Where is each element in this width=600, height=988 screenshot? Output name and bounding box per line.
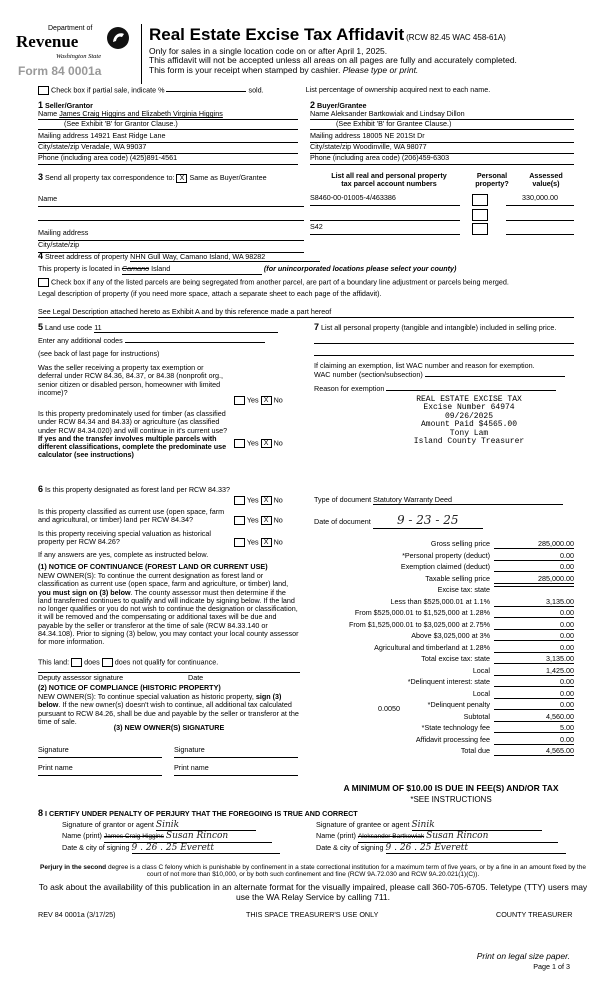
no-label: No: [273, 395, 283, 405]
stamp-line: Island County Treasurer: [413, 436, 525, 446]
tax-row-label: Local: [472, 665, 490, 675]
grantee-name-printed: Aleksander Bartkowiak: [357, 833, 425, 841]
yes-label: Yes: [246, 438, 259, 448]
yes-checkbox[interactable]: [234, 538, 245, 547]
street-section: [38, 251, 574, 318]
tax-row-label: Subtotal: [463, 711, 490, 721]
this-land-label: This land:: [38, 657, 70, 667]
tax-row-value[interactable]: 0.00: [494, 736, 574, 745]
tax-row-value[interactable]: 0.00: [494, 644, 574, 653]
street-label: Street address of property: [45, 252, 129, 261]
tax-row: [316, 621, 574, 632]
buyer-city-value: Woodinville, WA 98077: [353, 142, 427, 152]
seller-mailing-label: Mailing address: [38, 131, 89, 141]
grantor-name-label: Name (print): [62, 831, 102, 841]
assessed-heading-2: value(s): [532, 179, 560, 189]
yes-checkbox[interactable]: [234, 439, 245, 448]
treasurer-use-only: THIS SPACE TREASURER'S USE ONLY: [246, 910, 379, 919]
grantor-date-label: Date & city of signing: [62, 842, 130, 852]
tax-row: [316, 644, 574, 655]
yes-label: Yes: [246, 495, 259, 505]
timber-question-text: Is this property predominately used for timber (as classified under RCW 84.34 and 84.33) or agriculture (as classified under RCW 84.34.020) and will continue in it's current use?: [38, 409, 228, 435]
tax-row: [316, 713, 574, 724]
personal-property-line-2[interactable]: [314, 344, 574, 356]
personal-property-checkbox[interactable]: [472, 209, 488, 221]
location-note: (for unincorporated locations please select your county): [263, 264, 457, 274]
print-name-label: Print name: [174, 763, 209, 772]
section-6-number: 6: [38, 484, 44, 494]
tax-row-label: Gross selling price: [430, 539, 490, 548]
legal-description-label: Legal description of property (if you need more space, attach a separate sheet to each page of the affidavit).: [38, 288, 382, 298]
tax-row-label: *Delinquent penalty: [427, 700, 490, 709]
tax-row-value[interactable]: 0.00: [494, 690, 574, 699]
revenue-logo-icon: [105, 25, 131, 51]
tax-row-label: From $1,525,000.01 to $3,025,000 at 2.75%: [348, 619, 490, 629]
see-back-note: (see back of last page for instructions): [38, 348, 160, 358]
location-field[interactable]: [122, 265, 262, 274]
exemption-label: If claiming an exemption, list WAC number and reason for exemption.: [314, 361, 535, 371]
tax-row: [316, 701, 574, 712]
buyer-mailing-label: Mailing address: [310, 131, 361, 141]
new-owner-signature-title: (3) NEW OWNER(S) SIGNATURE: [113, 723, 225, 732]
personal-property-line-1[interactable]: [314, 334, 574, 344]
correspondence-section: [38, 172, 304, 253]
buyer-city-label: City/state/zip: [310, 142, 352, 152]
assessed-value[interactable]: [506, 223, 574, 235]
department-logo: [14, 25, 134, 85]
if-any-yes: If any answers are yes, complete as instructed below.: [38, 550, 209, 559]
tax-row-value[interactable]: 1,425.00: [494, 667, 574, 676]
tax-row-value[interactable]: 5.00: [494, 724, 574, 733]
notice-compliance-text: [38, 693, 300, 726]
grantor-signature-label: Signature of grantor or agent: [62, 820, 154, 829]
parcel-number[interactable]: S8460-00-01005-4/463386: [310, 194, 460, 206]
correspondence-city-label: City/state/zip: [38, 239, 80, 249]
section-4-number: 4: [38, 251, 44, 261]
forest-question-text: Is this property designated as forest land per RCW 84.33?: [45, 485, 230, 494]
correspondence-name-line-2[interactable]: [38, 207, 304, 221]
tax-row-label: Local: [472, 688, 490, 698]
reason-field[interactable]: [386, 390, 556, 391]
minimum-due: A MINIMUM OF $10.00 IS DUE IN FEE(S) AND/OR TAX: [343, 783, 559, 793]
stamp-line: Excise Number 64974: [423, 403, 515, 413]
section-2-number: 2: [310, 100, 316, 110]
grantee-name-row: [316, 831, 586, 842]
seller-phone-field[interactable]: [38, 154, 298, 165]
partial-sale-label: Check box if partial sale, indicate %: [51, 85, 165, 95]
header-line-3-text: This form is your receipt when stamped by cashier.: [149, 65, 343, 76]
page-number: Page 1 of 3: [533, 962, 570, 971]
tax-row-label: Less than $525,000.01 at 1.1%: [390, 596, 490, 606]
buyer-name-label: Name: [310, 109, 330, 119]
tax-row-value[interactable]: 4,560.00: [494, 713, 574, 722]
yes-label: Yes: [246, 537, 259, 547]
section-8: [38, 808, 588, 853]
certify-text: I CERTIFY UNDER PENALTY OF PERJURY THAT THE FOREGOING IS TRUE AND CORRECT: [45, 809, 358, 818]
current-use-answer: [234, 516, 283, 525]
tax-row-label: *Delinquent interest: state: [407, 677, 490, 686]
seller-section: [38, 100, 298, 165]
deputy-date-label: Date: [188, 673, 204, 682]
partial-sold-label: sold.: [248, 85, 264, 95]
tax-row: [316, 609, 574, 620]
located-in-label: This property is located in: [38, 264, 120, 274]
print-name-label: Print name: [38, 763, 73, 772]
form-rcw: (RCW 82.45 WAC 458-61A): [406, 33, 506, 42]
notice-continuance-text-b: you must sign on (3) below: [38, 587, 131, 597]
forest-question: [38, 484, 230, 494]
tax-row-value[interactable]: 4,565.00: [494, 747, 574, 756]
yes-checkbox[interactable]: [234, 516, 245, 525]
tax-row-label: Total due: [460, 746, 490, 755]
dept-name: Revenue: [16, 32, 79, 51]
land-use-field[interactable]: 11: [94, 324, 278, 333]
timber-question: [38, 410, 230, 460]
seller-name-label: Name: [38, 109, 58, 119]
parcel-row: [310, 209, 574, 223]
grantee-date-label: Date & city of signing: [316, 842, 384, 852]
same-as-buyer-label: Same as Buyer/Grantee: [189, 173, 267, 182]
tax-row: [316, 736, 574, 747]
section-3-number: 3: [38, 172, 44, 182]
tax-row: [316, 598, 574, 609]
historic-answer: [234, 538, 283, 547]
tax-row: [316, 667, 574, 678]
personal-property-list-label: List all personal property (tangible and intangible) included in selling price.: [321, 323, 557, 332]
timber-question-bold: If yes and the transfer involves multiple parcels with different classifications, complete the predominate use calculator (see instructions): [38, 433, 227, 460]
no-label: No: [273, 495, 283, 505]
grantor-name-field[interactable]: [104, 831, 272, 842]
list-percentage-note: List percentage of ownership acquired next to each name.: [305, 85, 491, 95]
does-label: does: [84, 657, 100, 667]
assessed-heading-1: Assessed: [529, 171, 563, 180]
seller-name-2: (See Exhibit 'B' for Grantor Clause.): [38, 120, 298, 130]
wac-row: [314, 371, 574, 379]
notice-continuance-text-a: NEW OWNER(S): To continue the current designation as forest land or classification as current use (open space, farm and agriculture, or timber) land,: [38, 571, 289, 589]
partial-sale-checkbox[interactable]: [38, 86, 49, 95]
same-as-buyer-checkbox[interactable]: X: [176, 174, 187, 183]
parcels-heading-1: List all real and personal property: [331, 171, 447, 180]
tax-row: [316, 724, 574, 735]
exemption-answer: [234, 396, 283, 405]
reason-label: Reason for exemption: [314, 383, 385, 393]
seller-name-value: James Craig Higgins and Elizabeth Virginia Higgins: [59, 109, 223, 119]
seller-heading: Seller/Grantor: [45, 101, 93, 110]
notice-continuance-text: [38, 572, 300, 647]
personal-property-checkbox[interactable]: [472, 223, 488, 235]
land-use-label: Land use code: [45, 323, 93, 332]
parcel-row: [310, 223, 574, 237]
partial-sale-percent[interactable]: [166, 91, 246, 92]
document-type-label: Type of document: [314, 495, 372, 504]
grantee-name-handwritten: Susan Rincon: [426, 831, 489, 842]
notice-continuance-title: (1) NOTICE OF CONTINUANCE (FOREST LAND OR CURRENT USE): [38, 562, 268, 571]
grantee-signature-row: [316, 820, 586, 831]
stamp-line: Amount Paid $4565.00: [420, 420, 517, 430]
buyer-phone-label: Phone (including area code): [310, 153, 400, 163]
parcel-row: [310, 194, 574, 208]
signature-field-1[interactable]: [38, 746, 162, 758]
county-treasurer: COUNTY TREASURER: [496, 910, 573, 919]
tax-row-label: Total excise tax: state: [421, 654, 490, 663]
assessed-value[interactable]: [506, 209, 574, 221]
segregated-label: Check box if any of the listed parcels are being segregated from another parcel, are part of a boundary line adjustment or parcels being merged.: [51, 276, 509, 286]
parcels-heading: [314, 172, 464, 189]
tax-row: [316, 690, 574, 701]
no-checkbox[interactable]: X: [261, 439, 272, 448]
additional-codes-field[interactable]: [125, 342, 265, 343]
correspondence-name-label: Name: [38, 193, 58, 203]
tax-row: [316, 678, 574, 689]
stamp-line: Tony Lam: [449, 428, 489, 438]
notice-compliance-text-b: sign (3) below: [38, 692, 282, 710]
no-checkbox[interactable]: X: [261, 396, 272, 405]
seller-phone-label: Phone (including area code): [38, 153, 128, 163]
yes-checkbox[interactable]: [234, 396, 245, 405]
tax-row-value[interactable]: [494, 586, 574, 587]
location-strike: Camano: [121, 264, 150, 274]
additional-codes-label: Enter any additional codes: [38, 336, 123, 346]
tax-row-label: Agricultural and timberland at 1.28%: [374, 642, 490, 652]
parcel-number[interactable]: [310, 209, 460, 221]
buyer-name-2: (See Exhibit 'B' for Grantee Clause.): [310, 120, 574, 130]
legal-size-note: Print on legal size paper.: [476, 951, 570, 961]
signature-field-2[interactable]: [174, 746, 298, 758]
document-type-field[interactable]: Statutory Warranty Deed: [373, 496, 563, 505]
tax-row-value[interactable]: 0.00: [494, 678, 574, 687]
personal-property-checkbox[interactable]: [472, 194, 488, 206]
stamp-line: 09/26/2025: [444, 411, 493, 421]
grantor-date-row: [62, 843, 302, 854]
section-7: [314, 322, 574, 527]
tax-row: [316, 575, 574, 586]
forest-answer: [234, 496, 283, 505]
wac-label: WAC number (section/subsection): [314, 369, 423, 379]
certify-row: [38, 808, 588, 818]
location-value: Island: [151, 264, 171, 274]
grantee-date-row: [316, 843, 586, 854]
grantor-signature-block: [62, 820, 302, 854]
deputy-signature-label: Deputy assessor signature: [38, 673, 124, 682]
buyer-mailing-value: 18005 NE 201St Dr: [362, 131, 425, 141]
section-5-number: 5: [38, 322, 44, 332]
buyer-name-value: Aleksander Bartkowiak and Lindsay Dillon: [330, 109, 465, 119]
dept-line: Department of: [48, 25, 93, 32]
correspondence-label: Send all property tax correspondence to:: [45, 173, 175, 182]
grantee-date-field[interactable]: 9 . 26 . 25 Everett: [386, 843, 566, 854]
no-checkbox[interactable]: X: [261, 538, 272, 547]
tax-row-label: Above $3,025,000 at 3%: [411, 631, 490, 640]
does-checkbox[interactable]: [71, 658, 82, 667]
print-name-field-1[interactable]: [38, 764, 162, 776]
personal-heading-1: Personal: [476, 171, 508, 180]
buyer-section: [310, 100, 574, 165]
tax-row-label: From $525,000.01 to $1,525,000 at 1.28%: [354, 608, 490, 617]
signature-label: Signature: [174, 745, 205, 754]
segregated-row: [38, 278, 574, 287]
street-address-field[interactable]: NHN Gull Way, Camano Island, WA 98282: [130, 253, 320, 262]
header-line-1: Only for sales in a single location code on or after April 1, 2025.: [149, 45, 388, 56]
yes-checkbox[interactable]: [234, 496, 245, 505]
grantor-date-field[interactable]: 9 . 26 . 25 Everett: [132, 843, 280, 854]
perjury-notice: [38, 864, 588, 879]
deputy-signature-row: [38, 672, 300, 682]
header-divider: [141, 24, 142, 84]
document-date-row: [314, 514, 574, 529]
current-use-question: Is this property classified as current use (open space, farm and agricultural, or timber) land per RCW 84.34?: [38, 507, 225, 525]
legal-description-field[interactable]: See Legal Description attached hereto as Exhibit A and by this reference made a part hereof: [38, 308, 574, 318]
header-line-3-italic: Please type or print.: [342, 65, 419, 76]
segregated-checkbox[interactable]: [38, 278, 49, 287]
assessed-heading: [518, 172, 574, 189]
grantor-name-row: [62, 831, 302, 842]
tax-row-value[interactable]: 285,000.00: [494, 575, 574, 584]
tax-row-label: Excise tax: state: [437, 585, 490, 594]
grantor-name-printed: James Craig Higgins: [103, 833, 164, 841]
tax-row-value[interactable]: 0.00: [494, 632, 574, 641]
perjury-text: degree is a class C felony which is punishable by confinement in a state correctional institution for a maximum term of five years, or by a fine in an amount fixed by the court of not more than $10,000, or by both such confinement and fine (RCW 9A.72.030 and RCW 9A.20.021(1)(C)).: [106, 864, 586, 879]
tax-row-value[interactable]: 285,000.00: [494, 540, 574, 549]
tax-row: [316, 540, 574, 551]
does-not-checkbox[interactable]: [102, 658, 113, 667]
grantee-signature-field[interactable]: Sinik: [412, 820, 542, 831]
local-rate: 0.0050: [378, 704, 400, 713]
tax-row-value[interactable]: 0.00: [494, 621, 574, 630]
reason-row: [314, 385, 574, 393]
yes-label: Yes: [246, 395, 259, 405]
seller-phone-value: (425)891-4561: [129, 153, 178, 163]
state-name: Washington State: [56, 53, 102, 60]
form-title: Real Estate Excise Tax Affidavit: [149, 25, 405, 44]
personal-heading: [470, 172, 514, 189]
wac-field[interactable]: [425, 376, 565, 377]
notice-compliance-text-c: . If the new owner(s) doesn't wish to continue, all additional tax calculated pursuant to RCW 84.26, shall be due and payable by the seller or transferor at the time of sale.: [38, 700, 299, 726]
correspondence-mailing-label: Mailing address: [38, 227, 89, 237]
located-in-row: [38, 265, 574, 274]
correspondence-name-field[interactable]: [38, 195, 304, 207]
grantor-signature-row: [62, 820, 302, 831]
form-title-block: [149, 25, 589, 76]
treasurer-stamp: [374, 396, 564, 446]
parcel-number[interactable]: S42: [310, 223, 460, 235]
additional-codes-row: [38, 337, 300, 345]
seller-city-value: Veradale, WA 99037: [81, 142, 147, 152]
notice-continuance-text-c: . The county assessor must then determine if the land transferred continues to qualify and will indicate by signing below. If the land no longer qualifies or you do not wish to continue the designation or classification, it will be removed and the compensating or additional taxes will be due and payable by the seller or transferor at the time of sale (RCW 84.33.140 or 84.34.108). Prior to signing (3) below, you may contact your local county assessor for more information.: [38, 587, 299, 647]
parcels-heading-2: tax parcel account numbers: [341, 179, 437, 189]
tax-row: [316, 552, 574, 563]
section-5: [38, 322, 300, 460]
tax-row-label: Affidavit processing fee: [415, 734, 490, 744]
tax-row: [316, 655, 574, 666]
grantor-name-handwritten: Susan Rincon: [165, 831, 229, 842]
no-checkbox[interactable]: X: [261, 496, 272, 505]
grantee-signature-block: [316, 820, 586, 854]
tax-row-label: *Personal property (deduct): [402, 550, 490, 560]
yes-label: Yes: [246, 515, 259, 525]
print-name-field-2[interactable]: [174, 764, 298, 776]
tax-row-value[interactable]: 0.00: [494, 552, 574, 561]
section-8-number: 8: [38, 808, 44, 818]
section-1-number: 1: [38, 100, 44, 110]
see-instructions: *SEE INSTRUCTIONS: [410, 795, 492, 804]
notice-compliance-title: (2) NOTICE OF COMPLIANCE (HISTORIC PROPERTY): [38, 683, 221, 692]
notice-compliance-text-a: NEW OWNER(S): To continue special valuation as historic property,: [38, 692, 256, 701]
grantee-name-field[interactable]: [358, 831, 558, 842]
signature-label: Signature: [38, 745, 69, 754]
tax-row: [316, 747, 574, 758]
header-line-2: This affidavit will not be accepted unless all areas on all pages are fully and accurately completed.: [149, 55, 517, 66]
stamp-line: REAL ESTATE EXCISE TAX: [416, 395, 522, 404]
seller-mailing-value: 14921 East Ridge Lane: [90, 131, 166, 141]
this-land-row: [38, 658, 218, 667]
buyer-heading: Buyer/Grantee: [317, 101, 367, 110]
no-label: No: [273, 515, 283, 525]
header-line-3: [149, 66, 589, 76]
document-date-field[interactable]: 9 - 23 - 25: [373, 514, 483, 529]
grantee-name-label: Name (print): [316, 831, 356, 841]
no-label: No: [273, 537, 283, 547]
tax-row-value[interactable]: 0.00: [494, 701, 574, 710]
tax-row-label: Taxable selling price: [425, 573, 490, 583]
perjury-bold: Perjury in the second: [40, 864, 107, 871]
does-not-label: does not qualify for continuance.: [114, 657, 219, 667]
tax-row-label: Exemption claimed (deduct): [400, 562, 490, 571]
seller-city-label: City/state/zip: [38, 142, 80, 152]
no-checkbox[interactable]: X: [261, 516, 272, 525]
tax-row-value[interactable]: 0.00: [494, 609, 574, 618]
partial-sale-row: [38, 86, 598, 95]
tax-row-value[interactable]: 3,135.00: [494, 655, 574, 664]
buyer-phone-value: (206)459-6303: [401, 153, 450, 163]
personal-heading-2: property?: [475, 179, 509, 189]
tax-row-value[interactable]: 0.00: [494, 563, 574, 572]
buyer-phone-field[interactable]: [310, 154, 574, 165]
tax-row: [316, 632, 574, 643]
no-label: No: [273, 438, 283, 448]
timber-answer: [234, 439, 283, 448]
tax-row: [316, 563, 574, 574]
exemption-question: Was the seller receiving a property tax exemption or deferral under RCW 84.36, 84.37, or 84.38 (nonprofit org., senior citizen or disabled person, homeowner with limited income)?: [38, 363, 223, 397]
historic-question: Is this property receiving special valuation as historical property per RCW 84.26?: [38, 529, 211, 547]
form-code: Form 84 0001a: [18, 64, 102, 78]
tax-row-value[interactable]: 3,135.00: [494, 598, 574, 607]
tax-row-label: *State technology fee: [421, 723, 490, 732]
grantor-signature-field[interactable]: Sinik: [156, 820, 256, 831]
alt-format-notice: To ask about the availability of this publication in an alternate format for the visually impaired, please call 360-705-6705. Teletype (TTY) users may use the WA Relay Service by calling 711.: [38, 882, 588, 902]
grantee-signature-label: Signature of grantee or agent: [316, 820, 410, 829]
tax-row: [316, 586, 574, 597]
document-type-row: [314, 496, 574, 505]
section-7-number: 7: [314, 322, 320, 332]
assessed-value[interactable]: 330,000.00: [506, 194, 574, 206]
revision-code: REV 84 0001a (3/17/25): [38, 910, 116, 919]
document-date-label: Date of document: [314, 517, 371, 526]
